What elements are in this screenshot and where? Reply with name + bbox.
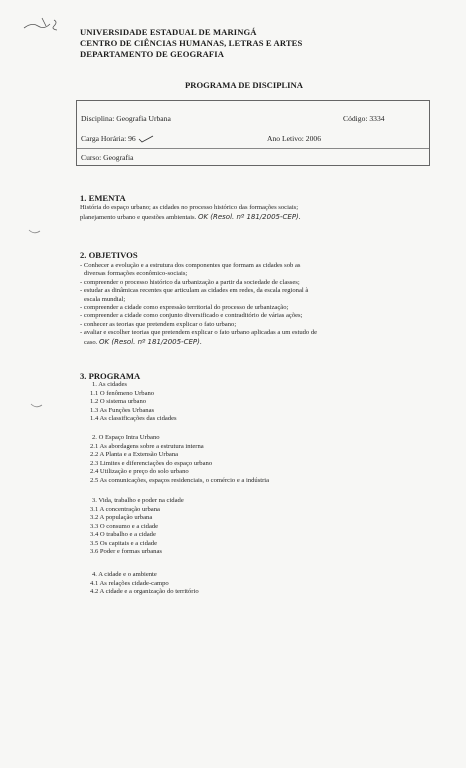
unit-title: 2. O Espaço Intra Urbano: [92, 434, 160, 441]
box-divider: [77, 148, 429, 149]
programa-heading: 3. PROGRAMA: [80, 371, 141, 381]
objective-line: - compreender a cidade como expressão territorial do processo de urbanização;: [80, 304, 289, 312]
university-name: UNIVERSIDADE ESTADUAL DE MARINGÁ: [80, 27, 257, 37]
ink-scribble-icon: [20, 14, 70, 36]
unit-title: 1. As cidades: [92, 381, 127, 388]
objective-line: - conhecer as teorias que pretendem explicar o fato urbano;: [80, 320, 237, 328]
program-item: 1.2 O sistema urbano: [90, 398, 147, 406]
margin-tick-icon: [28, 228, 42, 236]
unit-items: [90, 506, 162, 556]
unit-items: [90, 390, 177, 424]
program-item: 4.2 A cidade e a organização do território: [90, 588, 199, 596]
year-label: Ano Letivo: 2006: [267, 134, 321, 143]
program-item: 3.4 O trabalho e a cidade: [90, 531, 156, 539]
handwritten-approval: OK (Resol. nº 181/2005-CEP).: [99, 337, 203, 346]
ementa-text: planejamento urbano e questões ambientais.: [80, 214, 197, 221]
unit-items: [90, 580, 199, 597]
workload-text: Carga Horária: 96: [81, 134, 136, 143]
margin-tick-icon: [30, 402, 44, 410]
program-item: 1.3 As Funções Urbanas: [90, 406, 155, 414]
document-title: PROGRAMA DE DISCIPLINA: [185, 80, 303, 90]
unit-title: 3. Vida, trabalho e poder na cidade: [92, 497, 184, 504]
program-item: 1.4 As classificações das cidades: [90, 415, 177, 423]
objective-line: - estudar as dinâmicas recentes que articulam as cidades em redes, da escala regional à: [80, 287, 309, 295]
program-item: 3.1 A concentração urbana: [90, 506, 160, 513]
course-info-box: [76, 100, 430, 166]
unit-items: [90, 443, 269, 485]
program-item: 3.5 Os capitais e a cidade: [90, 539, 158, 547]
objetivos-heading: 2. OBJETIVOS: [80, 250, 138, 260]
objetivos-list: [80, 262, 317, 347]
objective-line: - avaliar e escolher teorias que pretendem explicar o fato urbano aplicadas a um estudo de: [80, 329, 318, 337]
ementa-heading: 1. EMENTA: [80, 193, 126, 203]
department-name: DEPARTAMENTO DE GEOGRAFIA: [80, 49, 225, 59]
course-label: Curso: Geografia: [81, 153, 134, 162]
unit-title: 4. A cidade e o ambiente: [92, 571, 157, 578]
program-item: 2.1 As abordagens sobre a estrutura interna: [90, 443, 204, 450]
objective-line: diversas formações econômico-sociais;: [84, 270, 188, 278]
program-item: 2.4 Utilização e preço do solo urbano: [90, 468, 189, 476]
workload-label: [81, 134, 154, 143]
center-name: CENTRO DE CIÊNCIAS HUMANAS, LETRAS E ARTES: [80, 38, 303, 48]
objective-line: - compreender o processo histórico da urbanização a partir da sociedade de classes;: [80, 278, 300, 286]
objective-line: - compreender a cidade como conjunto diversificado e contraditório de várias ações;: [80, 312, 303, 320]
objective-line-last: [80, 338, 317, 347]
discipline-label: Disciplina: Geografia Urbana: [81, 114, 171, 123]
program-item: 3.3 O consumo e a cidade: [90, 522, 159, 530]
ementa-line-2: [80, 213, 301, 222]
program-item: 3.2 A população urbana: [90, 514, 153, 522]
objective-line: - Conhecer a evolução e a estrutura dos componentes que formam as cidades sob as: [80, 262, 301, 269]
program-item: 2.3 Limites e diferenciações do espaço urbano: [90, 459, 213, 467]
code-label: Código: 3334: [343, 114, 385, 123]
program-item: 2.2 A Planta e a Extensão Urbana: [90, 451, 179, 459]
check-mark-icon: [138, 135, 154, 143]
objective-text: caso.: [84, 338, 98, 346]
program-item: 4.1 As relações cidade-campo: [90, 580, 169, 587]
handwritten-approval: OK (Resol. nº 181/2005-CEP).: [197, 213, 301, 221]
program-item: 2.5 As comunicações, espaços residenciais, o comércio e a indústria: [90, 476, 270, 484]
objective-line: escala mundial;: [84, 295, 126, 303]
program-item: 1.1 O fenômeno Urbano: [90, 390, 155, 397]
program-item: 3.6 Poder e formas urbanas: [90, 548, 162, 556]
ementa-line: História do espaço urbano; as cidades no processo histórico das formações sociais;: [80, 204, 299, 211]
